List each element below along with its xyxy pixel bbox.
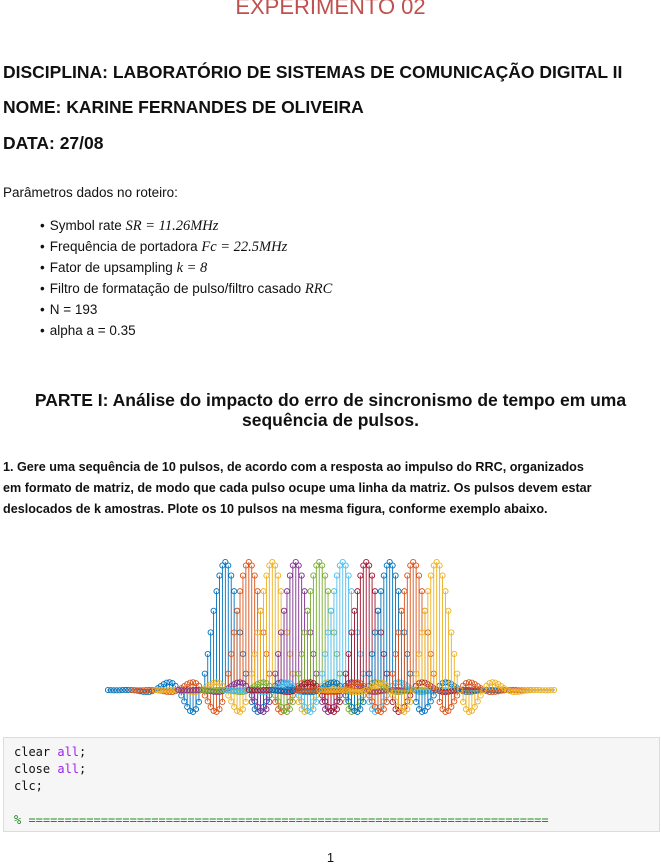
pulses-stem-plot [105,544,557,724]
question-text: 1. Gere uma sequência de 10 pulsos, de acordo com a resposta ao impulso do RRC, organizados em formato de matriz, de modo que cada pulso ocupe uma linha da matriz. Os pulsos devem estar deslocados de k amostras. Plote os 10 pulsos na mesma figura, conforme exemplo abaixo. [3,460,592,516]
code-line: clc; [14,779,43,793]
code-block [3,737,660,832]
param-item: • Filtro de formatação de pulso/filtro casado RRC [40,278,332,299]
code-comment: % ======================================================================== [14,813,549,827]
param-item: • alpha a = 0.35 [40,320,332,341]
param-item: • Fator de upsampling k = 8 [40,257,332,278]
experiment-title: EXPERIMENTO 02 [235,0,426,19]
section-heading: PARTE I: Análise do impacto do erro de sincronismo de tempo em uma sequência de pulsos. [34,390,627,430]
date-heading: DATA: 27/08 [3,133,104,153]
param-item: • N = 193 [40,299,332,320]
name-heading: NOME: KARINE FERNANDES DE OLIVEIRA [3,97,364,117]
page-number: 1 [326,850,335,865]
code-line [14,795,649,812]
code-line: clear all; [14,745,87,759]
params-list [40,215,332,341]
discipline-heading: DISCIPLINA: LABORATÓRIO DE SISTEMAS DE COMUNICAÇÃO DIGITAL II [3,62,623,82]
pulses-figure [105,544,557,724]
params-intro: Parâmetros dados no roteiro: [3,185,178,200]
param-item: • Symbol rate SR = 11.26MHz [40,215,332,236]
param-item: • Frequência de portadora Fc = 22.5MHz [40,236,332,257]
code-line: close all; [14,762,87,776]
